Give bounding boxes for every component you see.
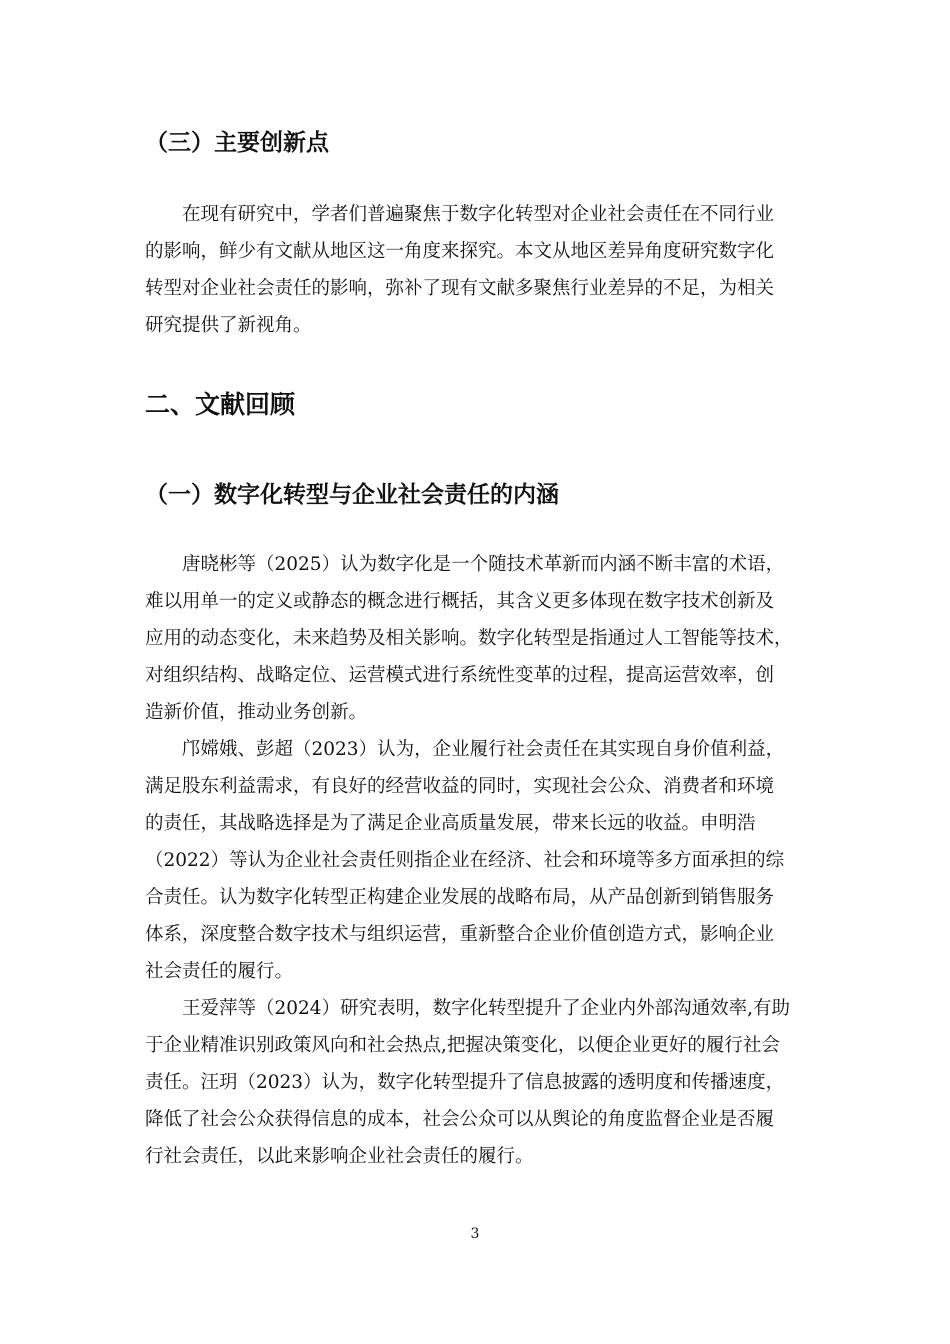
paragraph-kuang [145,731,807,990]
paragraph-wang [145,990,807,1175]
paragraph-innovation [145,196,807,344]
paragraph-line: 体系，深度整合数字技术与组织运营，重新整合企业价值创造方式，影响企业 [145,924,775,945]
paragraph-line: 难以用单一的定义或静态的概念进行概括，其含义更多体现在数字技术创新及 [145,591,775,612]
paragraph-line: 唐晓彬等（2025）认为数字化是一个随技术革新而内涵不断丰富的术语， [182,554,785,575]
paragraph-line: 的责任，其战略选择是为了满足企业高质量发展，带来长远的收益。申明浩 [145,813,756,834]
paragraph-line: 王爱萍等（2024）研究表明，数字化转型提升了企业内外部沟通效率,有助 [182,998,790,1019]
paragraph-line: 降低了社会公众获得信息的成本，社会公众可以从舆论的角度监督企业是否履 [145,1109,775,1130]
paragraph-line: （2022）等认为企业社会责任则指企业在经济、社会和环境等多方面承担的综 [145,850,785,871]
paragraph-line: 满足股东利益需求，有良好的经营收益的同时，实现社会公众、消费者和环境 [145,776,775,797]
paragraph-line: 的影响，鲜少有文献从地区这一角度来探究。本文从地区差异角度研究数字化 [145,241,775,262]
chapter-heading-literature-review: 二、文献回顾 [145,390,296,419]
paragraph-line: 合责任。认为数字化转型正构建企业发展的战略布局，从产品创新到销售服务 [145,887,775,908]
paragraph-line: 应用的动态变化，未来趋势及相关影响。数字化转型是指通过人工智能等技术， [145,628,793,649]
paragraph-line: 社会责任的履行。 [145,961,294,982]
section-heading-connotation: （一）数字化转型与企业社会责任的内涵 [145,482,559,508]
section-heading-innovation: （三）主要创新点 [145,130,329,156]
paragraph-line: 行社会责任，以此来影响企业社会责任的履行。 [145,1146,534,1167]
page-number: 3 [470,1226,480,1242]
paragraph-line: 邝嫦娥、彭超（2023）认为，企业履行社会责任在其实现自身价值利益， [182,739,785,760]
paragraph-line: 于企业精准识别政策风向和社会热点,把握决策变化，以便企业更好的履行社会 [145,1035,780,1056]
paragraph-line: 责任。汪玥（2023）认为，数字化转型提升了信息披露的透明度和传播速度， [145,1072,785,1093]
paragraph-line: 转型对企业社会责任的影响，弥补了现有文献多聚焦行业差异的不足，为相关 [145,278,775,299]
paragraph-tang [145,546,807,731]
paragraph-line: 对组织结构、战略定位、运营模式进行系统性变革的过程，提高运营效率，创 [145,665,775,686]
paragraph-line: 造新价值，推动业务创新。 [145,702,368,723]
paragraph-line: 在现有研究中，学者们普遍聚焦于数字化转型对企业社会责任在不同行业 [182,204,775,225]
paragraph-line: 研究提供了新视角。 [145,315,312,336]
